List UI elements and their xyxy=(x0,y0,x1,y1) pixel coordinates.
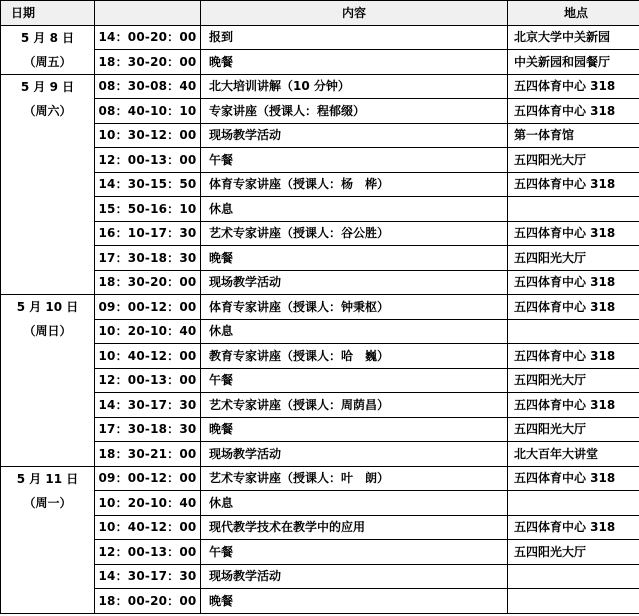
content-cell: 现场教学活动 xyxy=(201,564,508,589)
place-cell: 五四体育中心 318 xyxy=(508,172,639,197)
place-cell: 五四体育中心 318 xyxy=(508,393,639,418)
place-cell xyxy=(508,197,639,222)
table-row xyxy=(1,417,639,442)
place-cell: 五四体育中心 318 xyxy=(508,295,639,320)
place-cell: 五四体育中心 318 xyxy=(508,99,639,124)
table-row xyxy=(1,74,639,99)
schedule-body xyxy=(1,25,639,613)
content-cell: 休息 xyxy=(201,491,508,516)
place-cell xyxy=(508,319,639,344)
content-cell: 艺术专家讲座（授课人：叶 朗） xyxy=(201,466,508,491)
place-cell xyxy=(508,491,639,516)
content-cell: 午餐 xyxy=(201,148,508,173)
place-cell xyxy=(508,589,639,614)
table-row xyxy=(1,270,639,295)
table-row xyxy=(1,246,639,271)
time-cell: 08：30-08：40 xyxy=(95,74,201,99)
table-row xyxy=(1,466,639,491)
time-cell: 10：20-10：40 xyxy=(95,491,201,516)
date-cell xyxy=(1,74,95,295)
place-cell: 五四阳光大厅 xyxy=(508,368,639,393)
table-row xyxy=(1,221,639,246)
header-row xyxy=(1,1,639,26)
time-cell: 08：40-10：10 xyxy=(95,99,201,124)
date-label: 5 月 9 日 xyxy=(20,79,75,94)
content-cell: 艺术专家讲座（授课人：周荫昌） xyxy=(201,393,508,418)
place-cell: 第一体育馆 xyxy=(508,123,639,148)
table-row xyxy=(1,25,639,50)
header-content: 内容 xyxy=(201,1,508,26)
time-cell: 09：00-12：00 xyxy=(95,295,201,320)
header-time xyxy=(95,1,201,26)
content-cell: 午餐 xyxy=(201,368,508,393)
time-cell: 14：30-17：30 xyxy=(95,393,201,418)
table-row xyxy=(1,589,639,614)
content-cell: 现代教学技术在教学中的应用 xyxy=(201,515,508,540)
table-row xyxy=(1,540,639,565)
date-cell xyxy=(1,295,95,467)
date-label: 5 月 10 日 xyxy=(16,300,79,314)
time-cell: 12：00-13：00 xyxy=(95,148,201,173)
table-row xyxy=(1,295,639,320)
place-cell: 北京大学中关新园 xyxy=(508,25,639,50)
table-row xyxy=(1,515,639,540)
table-row xyxy=(1,319,639,344)
place-cell: 中关新园和园餐厅 xyxy=(508,50,639,75)
time-cell: 12：00-13：00 xyxy=(95,540,201,565)
date-cell xyxy=(1,466,95,613)
time-cell: 10：40-12：00 xyxy=(95,515,201,540)
content-cell: 教育专家讲座（授课人：哈 巍） xyxy=(201,344,508,369)
time-cell: 18：00-20：00 xyxy=(95,589,201,614)
table-row xyxy=(1,172,639,197)
content-cell: 休息 xyxy=(201,319,508,344)
weekday-label: （周五） xyxy=(23,54,72,69)
content-cell: 体育专家讲座（授课人：钟秉枢） xyxy=(201,295,508,320)
table-row xyxy=(1,393,639,418)
place-cell: 五四体育中心 318 xyxy=(508,344,639,369)
date-cell xyxy=(1,25,95,74)
table-row xyxy=(1,368,639,393)
table-row xyxy=(1,148,639,173)
time-cell: 14：30-15：50 xyxy=(95,172,201,197)
content-cell: 晚餐 xyxy=(201,417,508,442)
place-cell: 五四体育中心 318 xyxy=(508,515,639,540)
place-cell xyxy=(508,564,639,589)
place-cell: 五四体育中心 318 xyxy=(508,466,639,491)
place-cell: 五四阳光大厅 xyxy=(508,540,639,565)
content-cell: 现场教学活动 xyxy=(201,442,508,467)
place-cell: 五四体育中心 318 xyxy=(508,74,639,99)
weekday-label: （周日） xyxy=(23,324,72,338)
time-cell: 10：30-12：00 xyxy=(95,123,201,148)
table-row xyxy=(1,491,639,516)
content-cell: 体育专家讲座（授课人：杨 桦） xyxy=(201,172,508,197)
place-cell: 五四阳光大厅 xyxy=(508,246,639,271)
content-cell: 晚餐 xyxy=(201,589,508,614)
content-cell: 午餐 xyxy=(201,540,508,565)
table-row xyxy=(1,123,639,148)
header-date: 日期 xyxy=(1,1,95,26)
time-cell: 17：30-18：30 xyxy=(95,417,201,442)
time-cell: 15：50-16：10 xyxy=(95,197,201,222)
header-place: 地点 xyxy=(508,1,639,26)
time-cell: 18：30-20：00 xyxy=(95,50,201,75)
content-cell: 专家讲座（授课人：程郁缀） xyxy=(201,99,508,124)
place-cell: 五四阳光大厅 xyxy=(508,417,639,442)
content-cell: 晚餐 xyxy=(201,50,508,75)
place-cell: 五四体育中心 318 xyxy=(508,221,639,246)
date-label: 5 月 8 日 xyxy=(20,30,75,45)
content-cell: 休息 xyxy=(201,197,508,222)
date-label: 5 月 11 日 xyxy=(16,471,79,486)
time-cell: 10：20-10：40 xyxy=(95,319,201,344)
content-cell: 现场教学活动 xyxy=(201,270,508,295)
content-cell: 艺术专家讲座（授课人：谷公胜） xyxy=(201,221,508,246)
table-row xyxy=(1,344,639,369)
time-cell: 12：00-13：00 xyxy=(95,368,201,393)
time-cell: 16：10-17：30 xyxy=(95,221,201,246)
weekday-label: （周一） xyxy=(23,495,72,510)
time-cell: 09：00-12：00 xyxy=(95,466,201,491)
time-cell: 14：00-20：00 xyxy=(95,25,201,50)
table-row xyxy=(1,197,639,222)
time-cell: 18：30-21：00 xyxy=(95,442,201,467)
weekday-label: （周六） xyxy=(23,103,72,118)
content-cell: 北大培训讲解（10 分钟） xyxy=(201,74,508,99)
table-row xyxy=(1,442,639,467)
content-cell: 现场教学活动 xyxy=(201,123,508,148)
content-cell: 晚餐 xyxy=(201,246,508,271)
time-cell: 18：30-20：00 xyxy=(95,270,201,295)
time-cell: 14：30-17：30 xyxy=(95,564,201,589)
table-row xyxy=(1,564,639,589)
table-row xyxy=(1,99,639,124)
time-cell: 17：30-18：30 xyxy=(95,246,201,271)
place-cell: 北大百年大讲堂 xyxy=(508,442,639,467)
place-cell: 五四阳光大厅 xyxy=(508,148,639,173)
table-row xyxy=(1,50,639,75)
time-cell: 10：40-12：00 xyxy=(95,344,201,369)
place-cell: 五四体育中心 318 xyxy=(508,270,639,295)
content-cell: 报到 xyxy=(201,25,508,50)
